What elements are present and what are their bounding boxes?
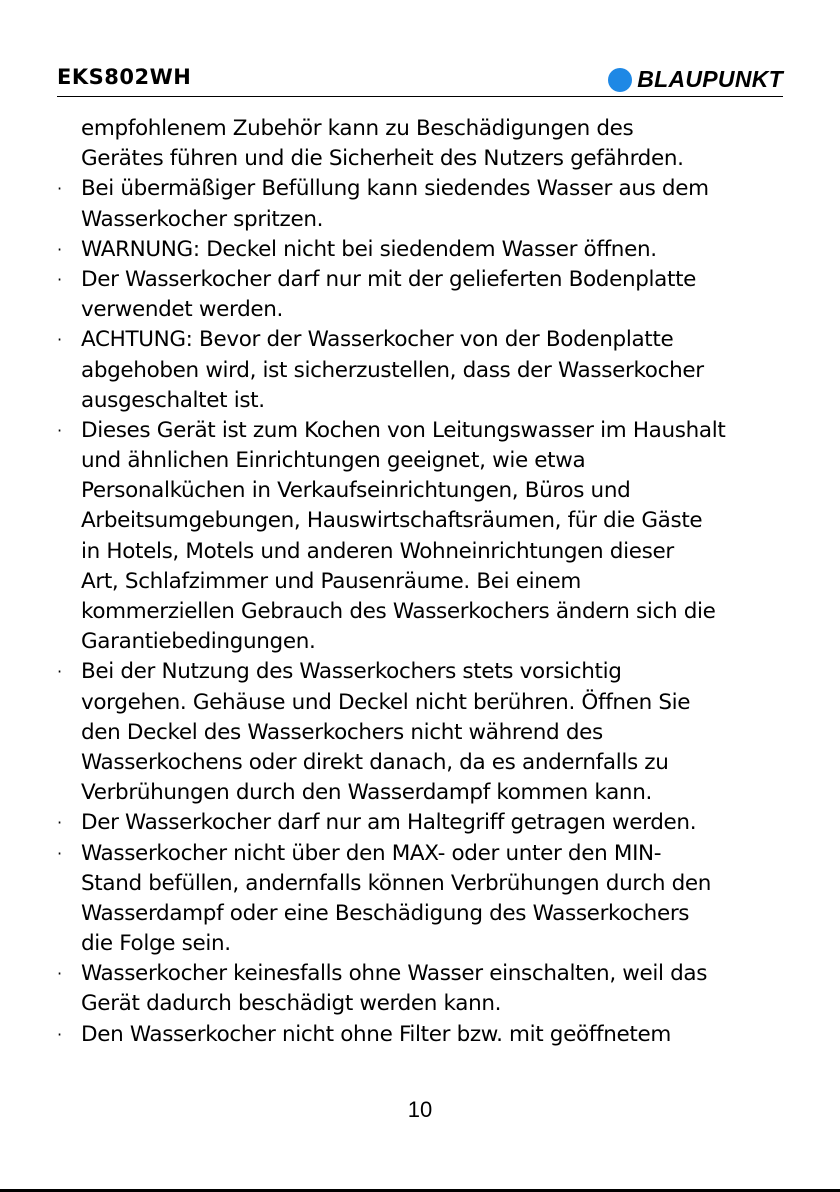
line-text: kommerziellen Gebrauch des Wasserkochers ändern sich die <box>81 599 716 624</box>
bullet-line <box>57 657 792 687</box>
line-text: Gerät dadurch beschädigt werden kann. <box>81 991 502 1017</box>
text-line <box>57 506 792 536</box>
line-text: Garantiebedingungen. <box>81 629 316 655</box>
text-line <box>57 446 792 476</box>
bullet-dot-icon: · <box>57 662 62 682</box>
line-text: Der Wasserkocher darf nur am Haltegriff getragen werden. <box>81 810 697 836</box>
line-text: die Folge sein. <box>81 931 231 957</box>
text-line <box>57 869 792 899</box>
brand-name: BLAUPUNKT <box>637 66 783 92</box>
model-number: EKS802WH <box>57 65 192 89</box>
bullet-dot-icon: · <box>57 239 62 259</box>
bullet-dot-icon: · <box>57 813 62 833</box>
line-text: Bei der Nutzung des Wasserkochers stets vorsichtig <box>81 659 622 685</box>
line-text: Wasserkocher keinesfalls ohne Wasser einschalten, weil das <box>81 961 708 987</box>
text-line <box>57 929 792 959</box>
text-line <box>57 567 792 597</box>
bullet-line <box>57 416 792 446</box>
text-line <box>57 356 792 386</box>
brand-dot-icon <box>608 68 632 92</box>
bullet-dot-icon: · <box>57 964 62 984</box>
page-number: 10 <box>407 1097 433 1122</box>
line-text: Stand befüllen, andernfalls können Verbrühungen durch den <box>81 870 712 896</box>
line-text: Arbeitsumgebungen, Hauswirtschaftsräumen, für die Gäste <box>81 508 703 534</box>
text-line <box>57 718 792 748</box>
text-line <box>57 597 792 627</box>
line-text: und ähnlichen Einrichtungen geeignet, wie etwa <box>81 448 586 474</box>
line-text: ACHTUNG: Bevor der Wasserkocher von der Bodenplatte <box>81 327 674 353</box>
bullet-line <box>57 235 792 265</box>
bullet-dot-icon: · <box>57 843 62 863</box>
line-text: Wasserkocher nicht über den MAX- oder unter den MIN- <box>81 840 662 866</box>
text-line <box>57 114 792 144</box>
line-text: Bei übermäßiger Befüllung kann siedendes Wasser aus dem <box>81 176 709 202</box>
line-text: Gerätes führen und die Sicherheit des Nutzers gefährden. <box>81 146 684 172</box>
bullet-line <box>57 808 792 838</box>
bullet-line <box>57 265 792 295</box>
line-text: in Hotels, Motels und anderen Wohneinrichtungen dieser <box>81 538 674 564</box>
bullet-line <box>57 325 792 355</box>
text-line <box>57 989 792 1019</box>
line-text: Verbrühungen durch den Wasserdampf kommen kann. <box>81 780 652 806</box>
line-text: vorgehen. Gehäuse und Deckel nicht berühren. Öffnen Sie <box>81 689 691 715</box>
line-text: Personalküchen in Verkaufseinrichtungen, Büros und <box>81 478 631 504</box>
text-line <box>57 778 792 808</box>
page-header <box>57 62 783 97</box>
text-line <box>57 476 792 506</box>
brand-logo <box>608 66 783 93</box>
text-line <box>57 627 792 657</box>
bullet-line <box>57 839 792 869</box>
bullet-line <box>57 959 792 989</box>
bullet-dot-icon: · <box>57 420 62 440</box>
line-text: Wasserdampf oder eine Beschädigung des Wasserkochers <box>81 900 690 926</box>
text-line <box>57 537 792 567</box>
text-line <box>57 144 792 174</box>
bullet-line <box>57 174 792 204</box>
line-text: Wasserkochens oder direkt danach, da es andernfalls zu <box>81 749 669 775</box>
text-line <box>57 899 792 929</box>
line-text: verwendet werden. <box>81 297 284 323</box>
text-line <box>57 688 792 718</box>
bullet-dot-icon: · <box>57 179 62 199</box>
bullet-line <box>57 1020 792 1050</box>
bullet-dot-icon: · <box>57 269 62 289</box>
safety-instructions-text <box>57 114 792 1050</box>
line-text: Den Wasserkocher nicht ohne Filter bzw. mit geöffnetem <box>81 1021 671 1047</box>
text-line <box>57 386 792 416</box>
text-line <box>57 748 792 778</box>
line-text: Wasserkocher spritzen. <box>81 206 324 232</box>
line-text: empfohlenem Zubehör kann zu Beschädigungen des <box>81 116 634 141</box>
bullet-dot-icon: · <box>57 1024 62 1044</box>
line-text: abgehoben wird, ist sicherzustellen, dass der Wasserkocher <box>81 357 704 383</box>
line-text: ausgeschaltet ist. <box>81 387 265 413</box>
bullet-dot-icon: · <box>57 330 62 350</box>
text-line <box>57 295 792 325</box>
line-text: den Deckel des Wasserkochers nicht während des <box>81 719 603 745</box>
line-text: Art, Schlafzimmer und Pausenräume. Bei einem <box>81 568 581 594</box>
line-text: Der Wasserkocher darf nur mit der gelieferten Bodenplatte <box>81 266 697 292</box>
text-line <box>57 205 792 235</box>
line-text: WARNUNG: Deckel nicht bei siedendem Wasser öffnen. <box>81 236 657 262</box>
line-text: Dieses Gerät ist zum Kochen von Leitungswasser im Haushalt <box>81 417 726 443</box>
